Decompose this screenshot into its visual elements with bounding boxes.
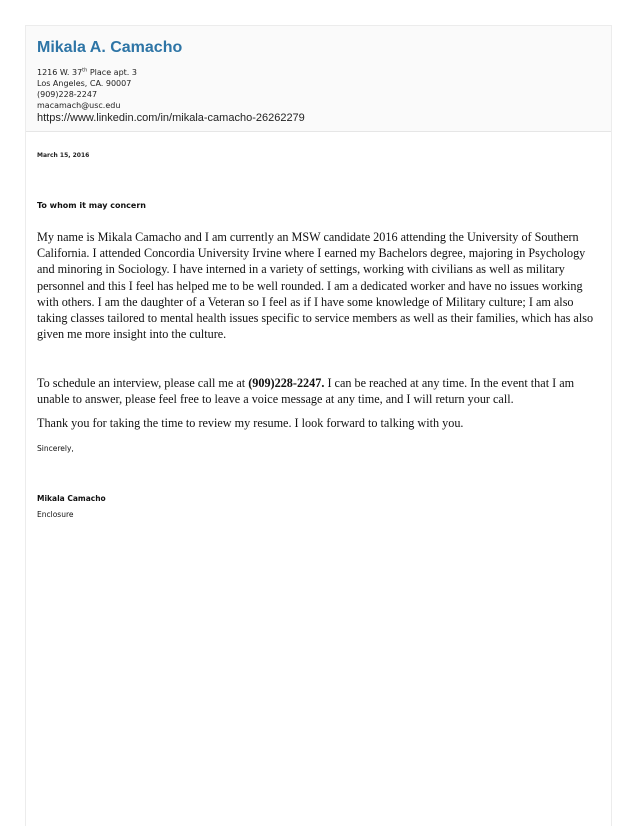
paragraph-introduction: My name is Mikala Camacho and I am currently an MSW candidate 2016 attending the University of Southern California. I attended Concordia University Irvine where I earned my Bachelors degree, majoring in Psychology and minoring in Sociology. I have interned in a variety of settings, working with civilians as well as military personnel and this I feel has helped me to be well rounded. I am a dedicated worker and have no issues working with others. I am the daughter of a Veteran so I feel as if I have some knowledge of Military culture; I am also taking classes tailored to mental health issues specific to service members as well as their families, which has also given me more insight into the culture.	[37, 230, 594, 342]
address-line-1	[37, 68, 137, 78]
contact-text-end: I can be reached at any time. In the event that I am unable to answer, please feel free to leave a voice message at any time, and I will return your call.	[37, 376, 575, 407]
closing: Sincerely,	[37, 444, 74, 453]
contact-text-start: To schedule an interview, please call me at	[37, 376, 249, 390]
contact-phone: (909)228-2247.	[248, 376, 325, 390]
paragraph-contact	[37, 375, 603, 407]
paragraph-thanks: Thank you for taking the time to review my resume. I look forward to talking with you.	[37, 416, 464, 430]
signature-name: Mikala Camacho	[37, 494, 106, 503]
street-number: 1216 W. 37	[37, 68, 83, 77]
letter-date: March 15, 2016	[37, 152, 90, 159]
letter-page	[25, 25, 612, 826]
enclosure-note: Enclosure	[37, 510, 74, 519]
linkedin-url: https://www.linkedin.com/in/mikala-camacho-26262279	[37, 112, 305, 124]
street-rest: Place apt. 3	[87, 68, 137, 77]
ordinal-suffix: th	[82, 67, 88, 74]
email-address: macamach@usc.edu	[37, 101, 121, 110]
address-line-2: Los Angeles, CA. 90007	[37, 79, 132, 88]
phone-number: (909)228-2247	[37, 90, 98, 99]
sender-name: Mikala A. Camacho	[37, 39, 183, 56]
salutation: To whom it may concern	[37, 201, 146, 210]
letterhead	[26, 26, 611, 132]
